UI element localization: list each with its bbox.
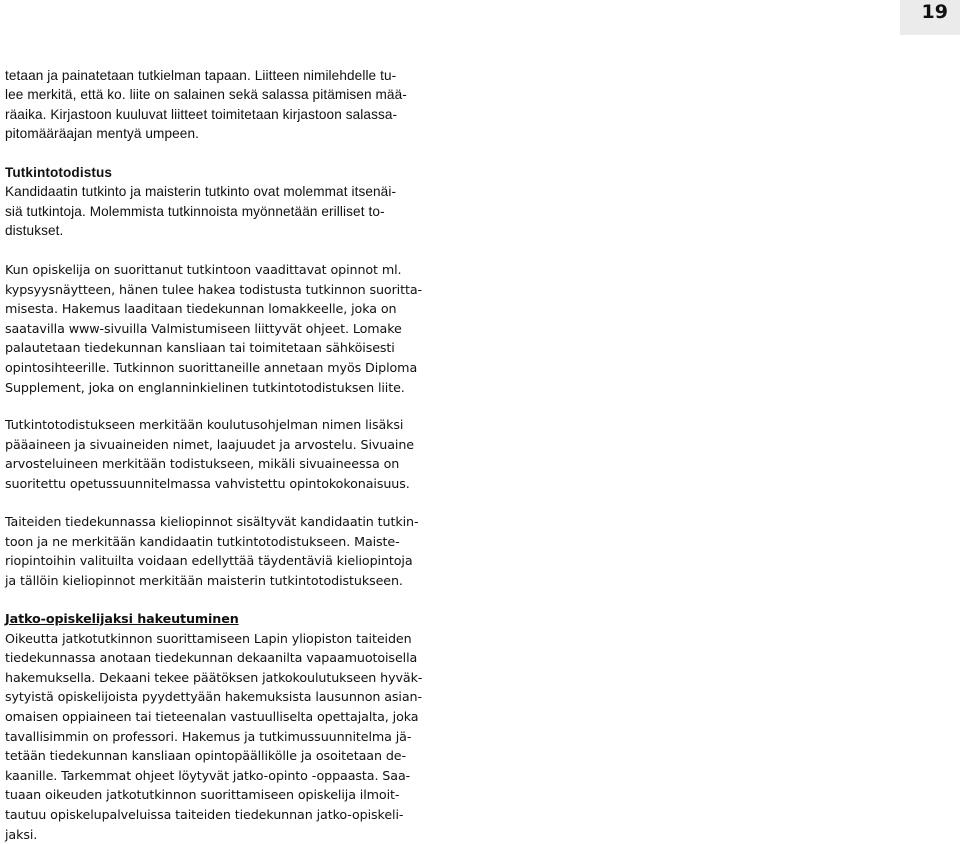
- text-line: palautetaan tiedekunnan kansliaan tai toimitetaan sähköisesti: [5, 340, 395, 356]
- application-paragraph: [5, 260, 422, 397]
- text-line: Tutkintotodistukseen merkitään koulutusohjelman nimen lisäksi: [5, 417, 404, 432]
- text-line: tavallisimmin on professori. Hakemus ja tutkimussuunnitelma jä-: [5, 728, 412, 744]
- text-line: sytyistä opiskelijoista pyydettyään hakemuksista lausunnon asian-: [5, 689, 422, 705]
- text-line: tautuu opiskelupalveluissa taiteiden tiedekunnan jatko-opiskeli-: [5, 806, 404, 822]
- text-line: toon ja ne merkitään kandidaatin tutkintotodistukseen. Maiste-: [5, 533, 400, 549]
- text-line: Supplement, joka on englanninkielinen tutkintotodistuksen liite.: [5, 379, 405, 395]
- text-line: kypsyysnäytteen, hänen tulee hakea todistusta tutkinnon suoritta-: [5, 281, 423, 297]
- text-line: lee merkitä, että ko. liite on salainen sekä salassa pitämisen mää-: [5, 87, 407, 103]
- text-line: misesta. Hakemus laaditaan tiedekunnan lomakkeelle, joka on: [5, 301, 397, 317]
- section-heading: Tutkintotodistus: [5, 165, 113, 180]
- text-line: Kun opiskelija on suorittanut tutkintoon vaadittavat opinnot ml.: [5, 262, 402, 277]
- page-number: 19: [900, 0, 960, 35]
- text-line: tetään tiedekunnan kansliaan opintopäällikölle ja osoitetaan de-: [5, 748, 406, 764]
- text-line: Oikeutta jatkotutkinnon suorittamiseen Lapin yliopiston taiteiden: [5, 630, 412, 646]
- jatko-section: [5, 609, 422, 844]
- text-line: saatavilla www-sivuilla Valmistumiseen liittyvät ohjeet. Lomake: [5, 320, 402, 336]
- text-line: riopintoihin valituilta voidaan edellyttää täydentäviä kieliopintoja: [5, 553, 413, 569]
- merkinnat-paragraph: [5, 415, 414, 493]
- text-line: opintosihteerille. Tutkinnon suorittaneille annetaan myös Diploma: [5, 359, 418, 375]
- text-line: hakemuksella. Dekaani tekee päätöksen jatkokoulutukseen hyväk-: [5, 669, 423, 685]
- text-line: pääaineen ja sivuaineiden nimet, laajuudet ja arvostelu. Sivuaine: [5, 436, 414, 452]
- intro-paragraph: [5, 66, 407, 143]
- text-line: pitomääräajan mentyä umpeen.: [5, 125, 199, 141]
- text-line: tiedekunnassa anotaan tiedekunnan dekaanilta vapaamuotoisella: [5, 650, 418, 666]
- text-line: Kandidaatin tutkinto ja maisterin tutkinto ovat molemmat itsenäi-: [5, 184, 397, 200]
- text-line: jaksi.: [5, 826, 38, 842]
- text-line: siä tutkintoja. Molemmista tutkinnoista myönnetään erilliset to-: [5, 203, 385, 219]
- text-line: arvosteluineen merkitään todistukseen, mikäli sivuaineessa on: [5, 456, 400, 472]
- tutkintotodistus-section: [5, 163, 396, 240]
- text-line: kaanille. Tarkemmat ohjeet löytyvät jatko-opinto -oppaasta. Saa-: [5, 767, 411, 783]
- text-line: ja tällöin kieliopinnot merkitään maisterin tutkintotodistukseen.: [5, 572, 403, 588]
- text-line: Taiteiden tiedekunnassa kieliopinnot sisältyvät kandidaatin tutkin-: [5, 514, 419, 529]
- section-heading: Jatko-opiskelijaksi hakeutuminen: [5, 611, 239, 626]
- text-line: suoritettu opetussuunnitelmassa vahvistettu opintokokonaisuus.: [5, 475, 410, 491]
- text-line: distukset.: [5, 222, 64, 238]
- text-line: tetaan ja painatetaan tutkielman tapaan. Liitteen nimilehdelle tu-: [5, 68, 397, 83]
- text-line: tuaan oikeuden jatkotutkinnon suorittamiseen opiskelija ilmoit-: [5, 787, 400, 803]
- text-line: omaisen oppiaineen tai tieteenalan vastuulliselta opettajalta, joka: [5, 708, 419, 724]
- kieliopinnot-paragraph: [5, 512, 418, 590]
- text-line: räaika. Kirjastoon kuuluvat liitteet toimitetaan kirjastoon salassa-: [5, 106, 398, 122]
